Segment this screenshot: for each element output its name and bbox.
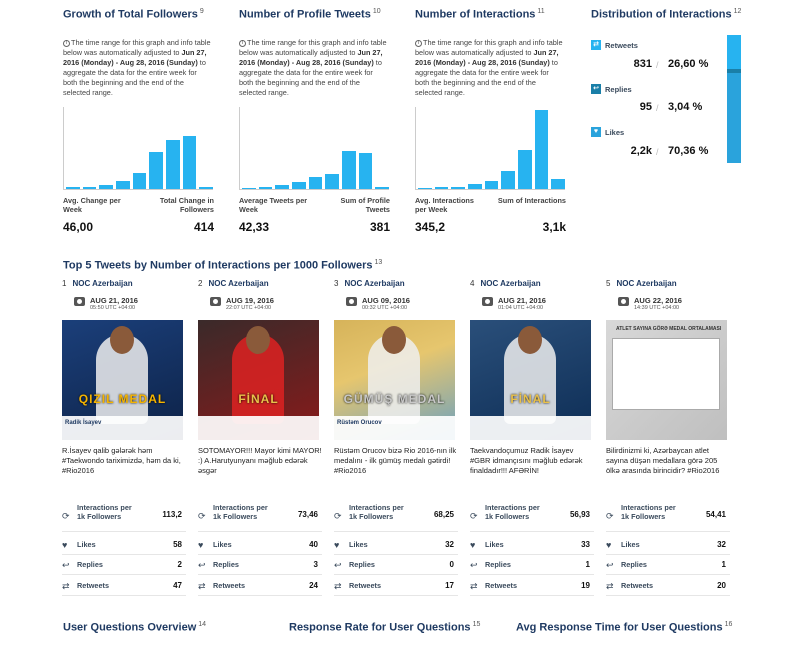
histogram-bar bbox=[199, 187, 213, 189]
tweet-time: 05:50 UTC +04:00 bbox=[90, 305, 136, 311]
tweet-caption: R.İsayev qalib gələrək həm #Taekwondo tariximizdə, həm da ki, #Rio2016 bbox=[62, 446, 181, 475]
tweet-rank: 5 bbox=[606, 279, 611, 288]
dist-retweets-value: 831 bbox=[633, 58, 652, 70]
metric-divider bbox=[470, 574, 594, 575]
dist-likes-pct: 70,36 % bbox=[668, 145, 709, 157]
histogram-bar bbox=[535, 110, 549, 189]
tweets-title: Number of Profile Tweets $^{10}$ bbox=[239, 8, 381, 21]
tweets-histogram bbox=[239, 107, 389, 190]
metric-label-likes: Likes bbox=[349, 540, 368, 549]
histogram-bar bbox=[292, 182, 306, 189]
metric-value-ipk: 54,41 bbox=[705, 510, 726, 519]
reply-icon: ↩ bbox=[198, 560, 206, 570]
camera-icon bbox=[618, 297, 629, 306]
histogram-bar bbox=[275, 185, 289, 189]
athlete-name-tag: Rüstəm Orucov bbox=[337, 420, 382, 426]
interactions-title: Number of Interactions $^{11}$ bbox=[415, 8, 545, 21]
growth-note: i The time range for this graph and info table below was automatically adjusted to Jun 27, 2016 (Monday) - Aug 28, 2016 (Sunday) to aggregate the data for the entire week for both the beginning and the end of the selected range. bbox=[63, 38, 211, 97]
growth-avg-value: 46,00 bbox=[63, 220, 94, 234]
growth-avg-label: Avg. Change per Week bbox=[63, 196, 121, 214]
metric-divider bbox=[334, 574, 458, 575]
interactions-icon: ⟳ bbox=[334, 511, 342, 521]
metric-divider bbox=[62, 574, 186, 575]
metric-label-ipk: Interactions per 1k Followers bbox=[77, 503, 132, 521]
tweet-image[interactable] bbox=[470, 320, 591, 440]
metric-value-retweets: 47 bbox=[173, 581, 182, 590]
interactions-avg-value: 345,2 bbox=[415, 220, 446, 234]
histogram-bar bbox=[133, 173, 147, 189]
metric-value-retweets: 20 bbox=[717, 581, 726, 590]
retweet-icon: ⇄ bbox=[334, 581, 342, 591]
avg-response-time-title: Avg Response Time for User Questions $^{16}$ bbox=[516, 621, 733, 634]
retweet-icon: ⇄ bbox=[62, 581, 70, 591]
histogram-bar bbox=[518, 150, 532, 189]
metric-label-retweets: Retweets bbox=[349, 581, 382, 590]
metric-divider bbox=[334, 595, 458, 596]
metric-value-replies: 0 bbox=[449, 560, 454, 569]
metric-divider bbox=[606, 574, 730, 575]
tweet-author-name: NOC Azerbaijan bbox=[480, 279, 541, 288]
histogram-bar bbox=[242, 188, 256, 189]
dist-likes-label: ♥ Likes bbox=[591, 127, 624, 137]
dist-replies-pct: 3,04 % bbox=[668, 101, 703, 113]
histogram-bar bbox=[259, 187, 273, 189]
histogram-bar bbox=[83, 187, 97, 189]
reply-icon: ↩ bbox=[470, 560, 478, 570]
tweet-rank: 2 bbox=[198, 279, 203, 288]
metric-label-ipk: Interactions per 1k Followers bbox=[485, 503, 540, 521]
infographic-panel bbox=[612, 338, 720, 410]
tweet-image[interactable] bbox=[334, 320, 455, 440]
tweet-time: 22:07 UTC +04:00 bbox=[226, 305, 272, 311]
histogram-bar bbox=[451, 187, 465, 189]
metric-label-replies: Replies bbox=[349, 560, 375, 569]
histogram-bar bbox=[435, 187, 449, 189]
tweet-rank: 1 bbox=[62, 279, 67, 288]
tweet-date-text: AUG 21, 2016 bbox=[498, 296, 546, 305]
tweet-time: 00:32 UTC +04:00 bbox=[362, 305, 408, 311]
histogram-bar bbox=[359, 153, 373, 189]
metric-divider bbox=[334, 554, 458, 555]
interactions-histogram bbox=[415, 107, 565, 190]
metric-value-replies: 2 bbox=[177, 560, 182, 569]
metric-value-ipk: 56,93 bbox=[569, 510, 590, 519]
dist-likes-value: 2,2k bbox=[630, 145, 652, 157]
tweet-author-name: NOC Azerbaijan bbox=[344, 279, 405, 288]
retweet-icon: ⇄ bbox=[198, 581, 206, 591]
info-icon: i bbox=[239, 40, 246, 47]
heart-icon: ♥ bbox=[198, 540, 204, 550]
info-icon: i bbox=[63, 40, 70, 47]
reply-icon: ↩ bbox=[334, 560, 342, 570]
heart-icon: ♥ bbox=[334, 540, 340, 550]
tweet-author[interactable] bbox=[62, 279, 133, 288]
metric-divider bbox=[334, 531, 458, 532]
dist-separator: / bbox=[656, 147, 659, 157]
histogram-bar bbox=[309, 177, 323, 189]
image-footer bbox=[198, 416, 319, 440]
tweets-avg-value: 42,33 bbox=[239, 220, 270, 234]
tweets-avg-label: Average Tweets per Week bbox=[239, 196, 308, 214]
histogram-bar bbox=[375, 187, 389, 189]
metric-value-ipk: 73,46 bbox=[297, 510, 318, 519]
tweets-sum-value: 381 bbox=[369, 220, 390, 234]
athlete-name-tag: Radik İsayev bbox=[65, 420, 102, 426]
metric-label-ipk: Interactions per 1k Followers bbox=[349, 503, 404, 521]
heart-icon: ♥ bbox=[470, 540, 476, 550]
tweet-caption: Bilirdinizmi ki, Azərbaycan atlet sayına düşən medallara görə 205 ölkə arasında birincidir? #Rio2016 bbox=[606, 446, 720, 475]
metric-value-replies: 3 bbox=[313, 560, 318, 569]
metric-label-retweets: Retweets bbox=[485, 581, 518, 590]
metric-divider bbox=[470, 531, 594, 532]
info-icon: i bbox=[415, 40, 422, 47]
histogram-bar bbox=[149, 152, 163, 189]
metric-value-retweets: 19 bbox=[581, 581, 590, 590]
medal-overlay-text: GÜMÜŞ MEDAL bbox=[343, 392, 446, 406]
interactions-icon: ⟳ bbox=[606, 511, 614, 521]
histogram-bar bbox=[166, 140, 180, 189]
metric-value-likes: 58 bbox=[173, 540, 182, 549]
metric-divider bbox=[62, 595, 186, 596]
tweets-note: i The time range for this graph and info table below was automatically adjusted to Jun 27, 2016 (Monday) - Aug 28, 2016 (Sunday) to aggregate the data for the entire week for both the beginning and the end of the selected range. bbox=[239, 38, 387, 97]
interactions-avg-label: Avg. Interactions per Week bbox=[415, 196, 474, 214]
interactions-sum-value: 3,1k bbox=[542, 220, 566, 234]
tweet-author[interactable] bbox=[334, 279, 405, 288]
medal-overlay-text: FİNAL bbox=[238, 392, 279, 406]
metric-divider bbox=[198, 554, 322, 555]
tweet-author[interactable] bbox=[606, 279, 677, 288]
metric-label-retweets: Retweets bbox=[77, 581, 110, 590]
dist-replies-label: ↩ Replies bbox=[591, 84, 632, 94]
retweet-icon: ⇄ bbox=[591, 40, 601, 50]
image-footer bbox=[62, 416, 183, 440]
growth-total-value: 414 bbox=[193, 220, 214, 234]
metric-value-retweets: 17 bbox=[445, 581, 454, 590]
dist-retweets-label: ⇄ Retweets bbox=[591, 40, 638, 50]
retweet-icon: ⇄ bbox=[470, 581, 478, 591]
heart-icon: ♥ bbox=[62, 540, 68, 550]
medal-overlay-text: QIZIL MEDAL bbox=[78, 392, 167, 406]
retweet-icon: ⇄ bbox=[606, 581, 614, 591]
distribution-segment bbox=[727, 73, 741, 163]
distribution-segment bbox=[727, 35, 741, 69]
tweet-author-name: NOC Azerbaijan bbox=[72, 279, 133, 288]
growth-title: Growth of Total Followers $^9$ bbox=[63, 8, 204, 21]
heart-icon: ♥ bbox=[606, 540, 612, 550]
top5-title: Top 5 Tweets by Number of Interactions per 1000 Followers $^{13}$ bbox=[63, 259, 383, 272]
dist-retweets-pct: 26,60 % bbox=[668, 58, 709, 70]
metric-value-retweets: 24 bbox=[309, 581, 318, 590]
growth-total-label: Total Change in Followers bbox=[159, 196, 214, 214]
tweet-image[interactable] bbox=[198, 320, 319, 440]
heart-icon: ♥ bbox=[591, 127, 601, 137]
tweet-date-text: AUG 09, 2016 bbox=[362, 296, 410, 305]
metric-divider bbox=[198, 574, 322, 575]
metric-divider bbox=[62, 554, 186, 555]
camera-icon bbox=[210, 297, 221, 306]
metric-value-likes: 32 bbox=[717, 540, 726, 549]
tweet-date-text: AUG 22, 2016 bbox=[634, 296, 682, 305]
tweet-time: 14:39 UTC +04:00 bbox=[634, 305, 680, 311]
metric-divider bbox=[470, 595, 594, 596]
metric-value-replies: 1 bbox=[721, 560, 726, 569]
athlete-head bbox=[518, 326, 542, 354]
response-rate-title: Response Rate for User Questions $^{15}$ bbox=[289, 621, 481, 634]
interactions-icon: ⟳ bbox=[198, 511, 206, 521]
histogram-bar bbox=[66, 187, 80, 189]
distribution-title: Distribution of Interactions $^{12}$ bbox=[591, 8, 742, 21]
metric-divider bbox=[606, 531, 730, 532]
user-questions-overview-title: User Questions Overview $^{14}$ bbox=[63, 621, 207, 634]
metric-value-ipk: 113,2 bbox=[162, 510, 182, 519]
interactions-icon: ⟳ bbox=[62, 511, 70, 521]
infographic-title: ATLET SAYINA GÖRƏ MEDAL ORTALAMASI bbox=[616, 326, 722, 332]
metric-label-likes: Likes bbox=[621, 540, 640, 549]
histogram-bar bbox=[342, 151, 356, 189]
histogram-bar bbox=[116, 181, 130, 189]
reply-icon: ↩ bbox=[62, 560, 70, 570]
tweet-author[interactable] bbox=[470, 279, 541, 288]
histogram-bar bbox=[418, 188, 432, 189]
tweet-date-text: AUG 21, 2016 bbox=[90, 296, 138, 305]
tweet-rank: 3 bbox=[334, 279, 339, 288]
histogram-bar bbox=[325, 174, 339, 189]
image-footer bbox=[334, 416, 455, 440]
metric-label-ipk: Interactions per 1k Followers bbox=[621, 503, 676, 521]
tweet-image[interactable] bbox=[62, 320, 183, 440]
metric-value-ipk: 68,25 bbox=[433, 510, 454, 519]
metric-value-likes: 40 bbox=[309, 540, 318, 549]
tweet-author[interactable] bbox=[198, 279, 269, 288]
metric-label-replies: Replies bbox=[485, 560, 511, 569]
tweet-author-name: NOC Azerbaijan bbox=[208, 279, 269, 288]
dist-separator: / bbox=[656, 103, 659, 113]
tweets-sum-label: Sum of Profile Tweets bbox=[340, 196, 390, 214]
metric-value-likes: 33 bbox=[581, 540, 590, 549]
tweet-caption: SOTOMAYOR!!! Mayor kimi MAYOR! :) A.Harutyunyanı məğlub edərək əsgər bbox=[198, 446, 322, 475]
tweet-caption: Rüstəm Orucov bizə Rio 2016-nın ilk medalını - ilk gümüş medalı gətirdi! #Rio2016 bbox=[334, 446, 457, 475]
reply-icon: ↩ bbox=[591, 84, 601, 94]
metric-divider bbox=[198, 531, 322, 532]
camera-icon bbox=[74, 297, 85, 306]
histogram-bar bbox=[501, 171, 515, 189]
athlete-head bbox=[110, 326, 134, 354]
metric-label-likes: Likes bbox=[485, 540, 504, 549]
dist-separator: / bbox=[656, 60, 659, 70]
interactions-note: i The time range for this graph and info table below was automatically adjusted to Jun 27, 2016 (Monday) - Aug 28, 2016 (Sunday) to aggregate the data for the entire week for both the beginning and the end of the selected range. bbox=[415, 38, 563, 97]
athlete-head bbox=[246, 326, 270, 354]
metric-divider bbox=[62, 531, 186, 532]
distribution-stacked-bar bbox=[727, 35, 741, 163]
reply-icon: ↩ bbox=[606, 560, 614, 570]
metric-value-replies: 1 bbox=[585, 560, 590, 569]
metric-divider bbox=[470, 554, 594, 555]
histogram-bar bbox=[183, 136, 197, 189]
tweet-caption: Taekvandoçumuz Radik İsayev #GBR idmançısını məğlub edərək finaldadır!!! AFƏRİN! bbox=[470, 446, 583, 475]
dist-replies-value: 95 bbox=[639, 101, 652, 113]
interactions-sum-label: Sum of Interactions bbox=[497, 196, 566, 205]
growth-histogram bbox=[63, 107, 213, 190]
tweet-rank: 4 bbox=[470, 279, 475, 288]
athlete-head bbox=[382, 326, 406, 354]
metric-divider bbox=[606, 554, 730, 555]
metric-label-replies: Replies bbox=[213, 560, 239, 569]
metric-label-likes: Likes bbox=[213, 540, 232, 549]
tweet-date-text: AUG 19, 2016 bbox=[226, 296, 274, 305]
histogram-bar bbox=[468, 184, 482, 189]
metric-divider bbox=[606, 595, 730, 596]
tweet-author-name: NOC Azerbaijan bbox=[616, 279, 677, 288]
metric-label-retweets: Retweets bbox=[621, 581, 654, 590]
medal-overlay-text: FİNAL bbox=[510, 392, 551, 406]
metric-value-likes: 32 bbox=[445, 540, 454, 549]
metric-label-ipk: Interactions per 1k Followers bbox=[213, 503, 268, 521]
metric-label-replies: Replies bbox=[621, 560, 647, 569]
histogram-bar bbox=[99, 185, 113, 189]
metric-label-likes: Likes bbox=[77, 540, 96, 549]
interactions-icon: ⟳ bbox=[470, 511, 478, 521]
camera-icon bbox=[346, 297, 357, 306]
image-footer bbox=[470, 416, 591, 440]
metric-label-replies: Replies bbox=[77, 560, 103, 569]
tweet-image[interactable] bbox=[606, 320, 727, 440]
tweet-time: 01:04 UTC +04:00 bbox=[498, 305, 544, 311]
camera-icon bbox=[482, 297, 493, 306]
histogram-bar bbox=[551, 179, 565, 189]
histogram-bar bbox=[485, 181, 499, 189]
metric-divider bbox=[198, 595, 322, 596]
metric-label-retweets: Retweets bbox=[213, 581, 246, 590]
